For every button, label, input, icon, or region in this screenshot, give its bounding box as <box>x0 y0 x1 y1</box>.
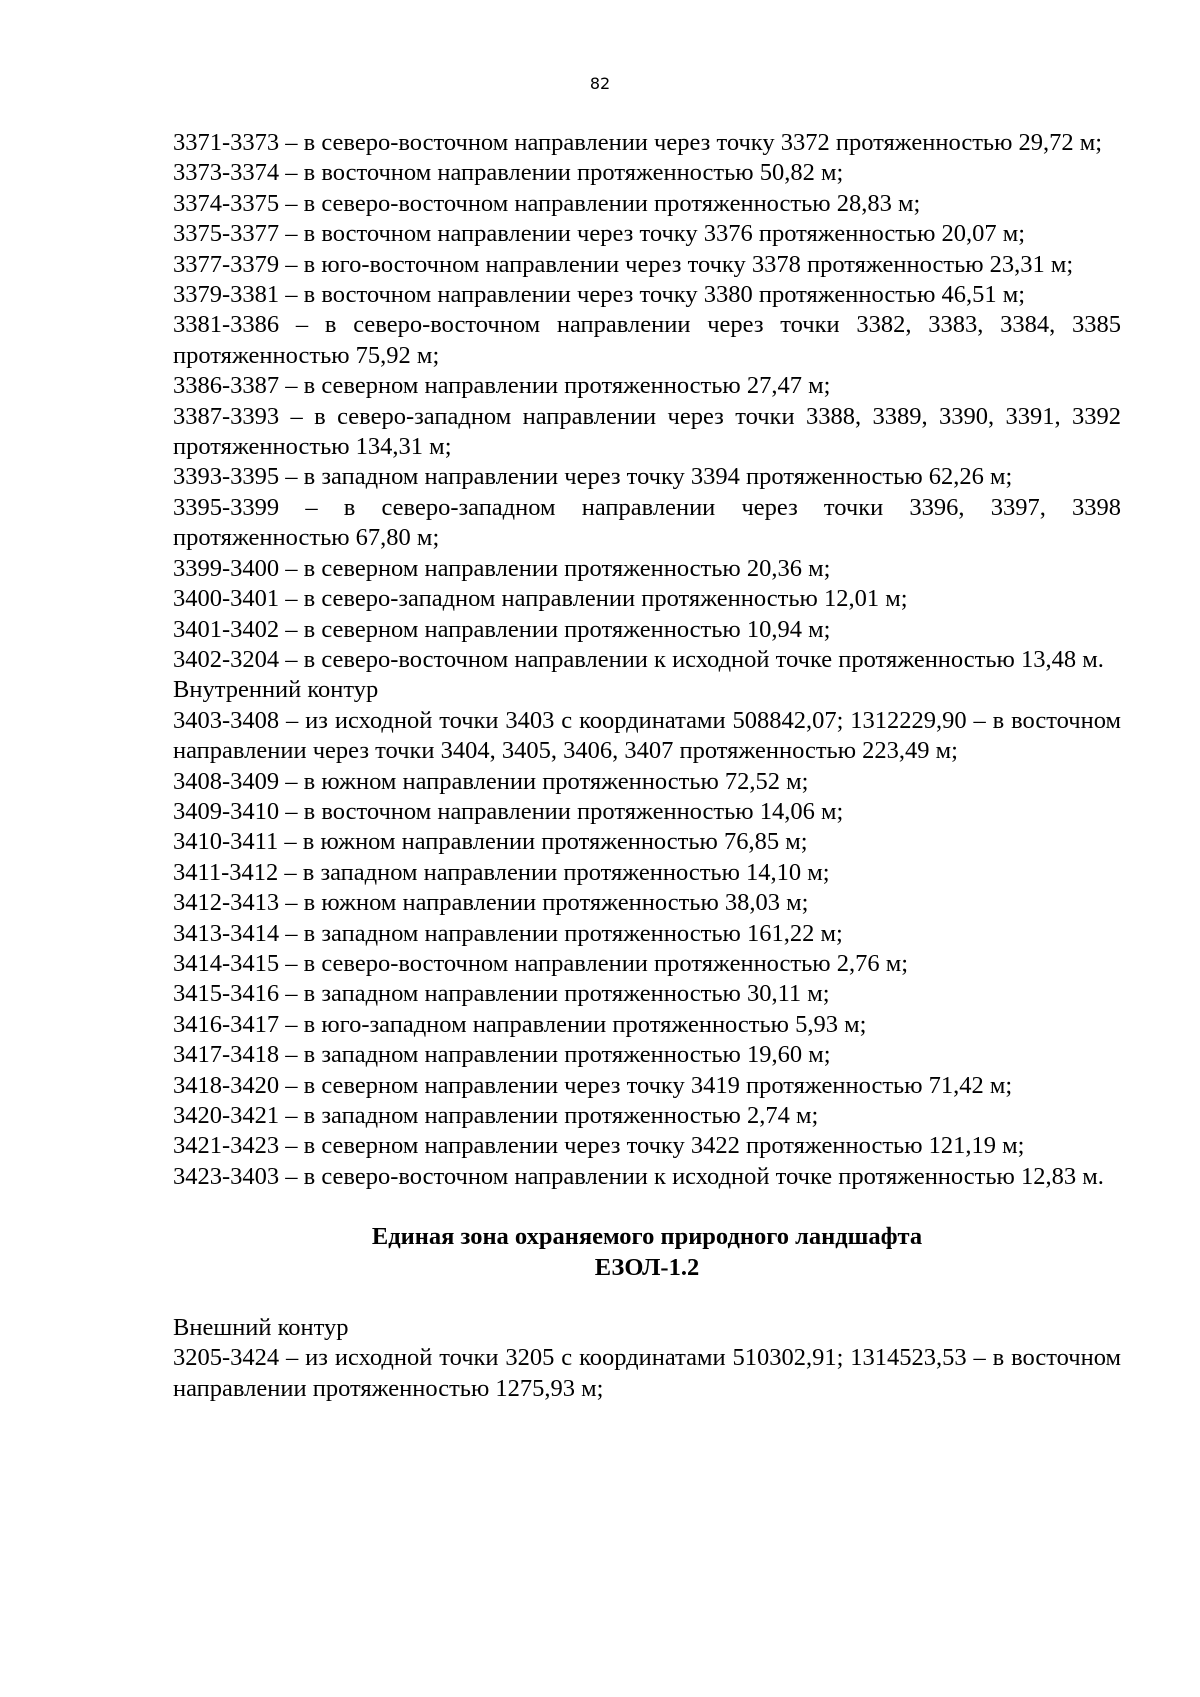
paragraph: 3409-3410 – в восточном направлении протяженностью 14,06 м; <box>173 797 844 825</box>
paragraph: 3381-3386 – в северо-восточном направлении через точки 3382, 3383, 3384, 3385 протяженностью 75,92 м; <box>173 311 1121 369</box>
page-number: 82 <box>589 74 611 93</box>
boundary-description-section <box>173 128 1121 1192</box>
paragraph: 3417-3418 – в западном направлении протяженностью 19,60 м; <box>173 1041 831 1069</box>
paragraph: 3205-3424 – из исходной точки 3205 с координатами 510302,91; 1314523,53 – в восточном направлении протяженностью 1275,93 м; <box>173 1344 1121 1402</box>
paragraph: 3393-3395 – в западном направлении через точку 3394 протяженностью 62,26 м; <box>173 463 1013 491</box>
paragraph: 3416-3417 – в юго-западном направлении протяженностью 5,93 м; <box>173 1010 867 1038</box>
paragraph: 3401-3402 – в северном направлении протяженностью 10,94 м; <box>173 615 831 643</box>
paragraph: 3400-3401 – в северо-западном направлении протяженностью 12,01 м; <box>173 585 908 613</box>
paragraph: 3410-3411 – в южном направлении протяженностью 76,85 м; <box>173 828 808 856</box>
document-body <box>173 128 1121 1404</box>
paragraph: 3386-3387 – в северном направлении протяженностью 27,47 м; <box>173 372 831 400</box>
spacer <box>173 1192 1121 1222</box>
outer-contour-section <box>173 1313 1121 1404</box>
paragraph: 3395-3399 – в северо-западном направлении через точки 3396, 3397, 3398 протяженностью 67,80 м; <box>173 493 1121 552</box>
paragraph: 3387-3393 – в северо-западном направлении через точки 3388, 3389, 3390, 3391, 3392 протяженностью 134,31 м; <box>173 402 1121 461</box>
paragraph: 3411-3412 – в западном направлении протяженностью 14,10 м; <box>173 858 830 886</box>
paragraph: Внешний контур <box>173 1314 349 1342</box>
paragraph: 3373-3374 – в восточном направлении протяженностью 50,82 м; <box>173 159 844 187</box>
paragraph: 3423-3403 – в северо-восточном направлении к исходной точке протяженностью 12,83 м. <box>173 1162 1104 1190</box>
paragraph: 3403-3408 – из исходной точки 3403 с координатами 508842,07; 1312229,90 – в восточном направлении через точки 3404, 3405, 3406, 3407 протяженностью 223,49 м; <box>173 706 1121 765</box>
paragraph: 3421-3423 – в северном направлении через точку 3422 протяженностью 121,19 м; <box>173 1132 1025 1160</box>
paragraph: 3371-3373 – в северо-восточном направлении через точку 3372 протяженностью 29,72 м; <box>173 129 1103 156</box>
paragraph: 3418-3420 – в северном направлении через точку 3419 протяженностью 71,42 м; <box>173 1071 1013 1099</box>
paragraph: 3374-3375 – в северо-восточном направлении протяженностью 28,83 м; <box>173 189 921 217</box>
zone-heading-code: ЕЗОЛ-1.2 <box>594 1253 700 1281</box>
spacer <box>173 1283 1121 1313</box>
paragraph: 3420-3421 – в западном направлении протяженностью 2,74 м; <box>173 1102 819 1129</box>
paragraph: 3414-3415 – в северо-восточном направлении протяженностью 2,76 м; <box>173 949 909 977</box>
paragraph: Внутренний контур <box>173 676 379 704</box>
paragraph: 3415-3416 – в западном направлении протяженностью 30,11 м; <box>173 980 830 1008</box>
paragraph: 3379-3381 – в восточном направлении через точку 3380 протяженностью 46,51 м; <box>173 281 1026 309</box>
paragraph: 3377-3379 – в юго-восточном направлении через точку 3378 протяженностью 23,31 м; <box>173 250 1074 278</box>
paragraph: 3413-3414 – в западном направлении протяженностью 161,22 м; <box>173 919 843 947</box>
paragraph: 3412-3413 – в южном направлении протяженностью 38,03 м; <box>173 889 809 917</box>
paragraph: 3402-3204 – в северо-восточном направлении к исходной точке протяженностью 13,48 м. <box>173 645 1104 673</box>
paragraph: 3399-3400 – в северном направлении протяженностью 20,36 м; <box>173 554 831 582</box>
paragraph: 3375-3377 – в восточном направлении через точку 3376 протяженностью 20,07 м; <box>173 220 1026 248</box>
paragraph: 3408-3409 – в южном направлении протяженностью 72,52 м; <box>173 767 809 795</box>
zone-heading-title: Единая зона охраняемого природного ландшафта <box>371 1223 923 1251</box>
